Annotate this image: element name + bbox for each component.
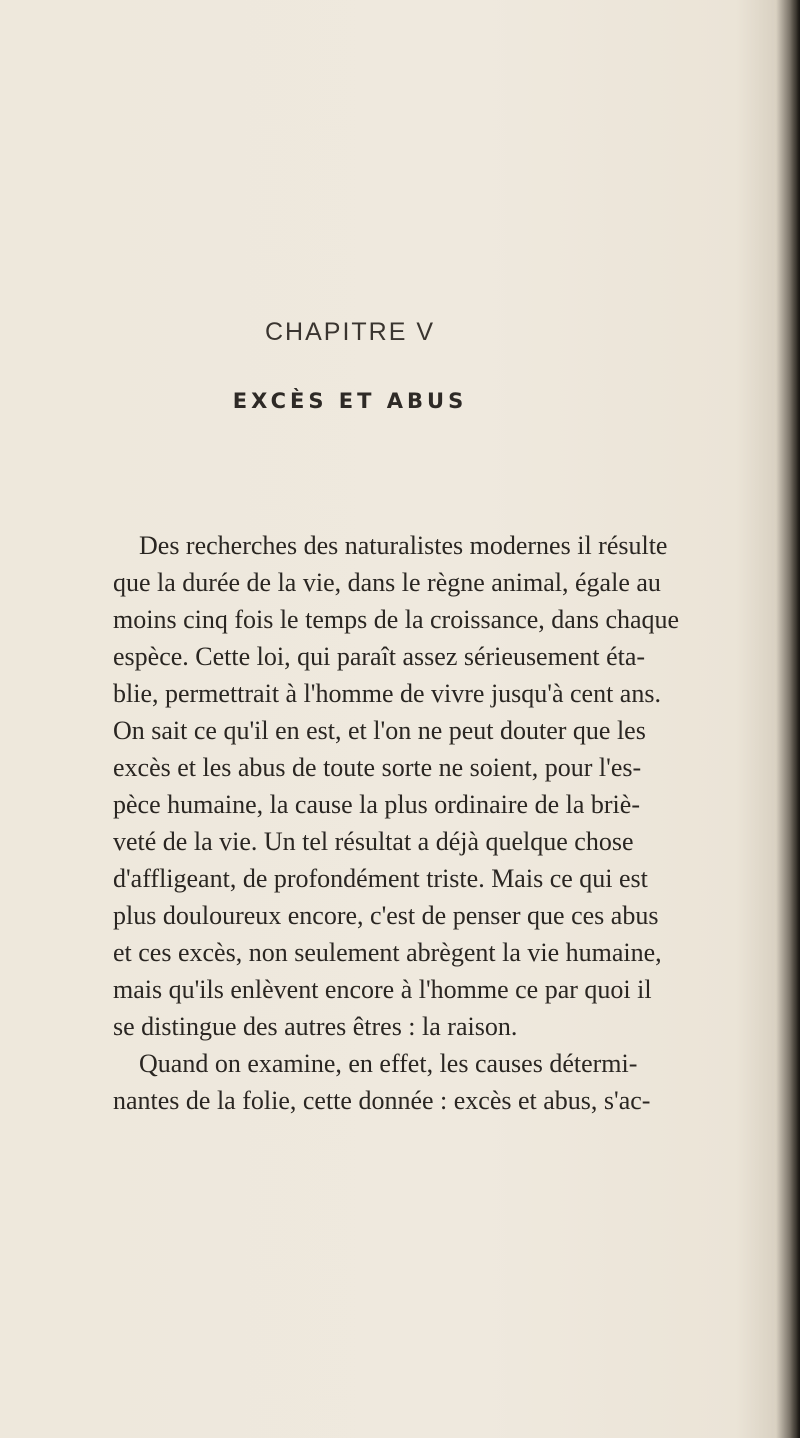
text-line: se distingue des autres êtres : la raison. <box>113 1012 518 1041</box>
text-line: d'affligeant, de profondément triste. Mais ce qui est <box>113 864 648 893</box>
text-line: veté de la vie. Un tel résultat a déjà quelque chose <box>113 827 634 856</box>
page-edge-shadow <box>790 0 800 1438</box>
text-line: que la durée de la vie, dans le règne animal, égale au <box>113 568 661 597</box>
text-line: mais qu'ils enlèvent encore à l'homme ce par quoi il <box>113 975 652 1004</box>
section-title: EXCÈS ET ABUS <box>232 389 468 413</box>
text-line: moins cinq fois le temps de la croissance, dans chaque <box>113 605 680 634</box>
text-line: Des recherches des naturalistes modernes il résulte <box>139 531 668 560</box>
chapter-title: CHAPITRE V <box>264 318 436 346</box>
text-line: excès et les abus de toute sorte ne soient, pour l'es- <box>113 753 642 782</box>
text-line: plus douloureux encore, c'est de penser que ces abus <box>113 901 659 930</box>
text-line: espèce. Cette loi, qui paraît assez sérieusement éta- <box>113 642 646 671</box>
text-line: On sait ce qu'il en est, et l'on ne peut douter que les <box>113 716 646 745</box>
text-line: blie, permettrait à l'homme de vivre jusqu'à cent ans. <box>113 679 661 708</box>
body-text <box>113 527 793 1119</box>
text-line: et ces excès, non seulement abrègent la vie humaine, <box>113 938 662 967</box>
text-line: pèce humaine, la cause la plus ordinaire de la briè- <box>113 790 640 819</box>
text-line: Quand on examine, en effet, les causes détermi- <box>139 1049 638 1078</box>
text-line: nantes de la folie, cette donnée : excès et abus, s'ac- <box>113 1086 651 1115</box>
